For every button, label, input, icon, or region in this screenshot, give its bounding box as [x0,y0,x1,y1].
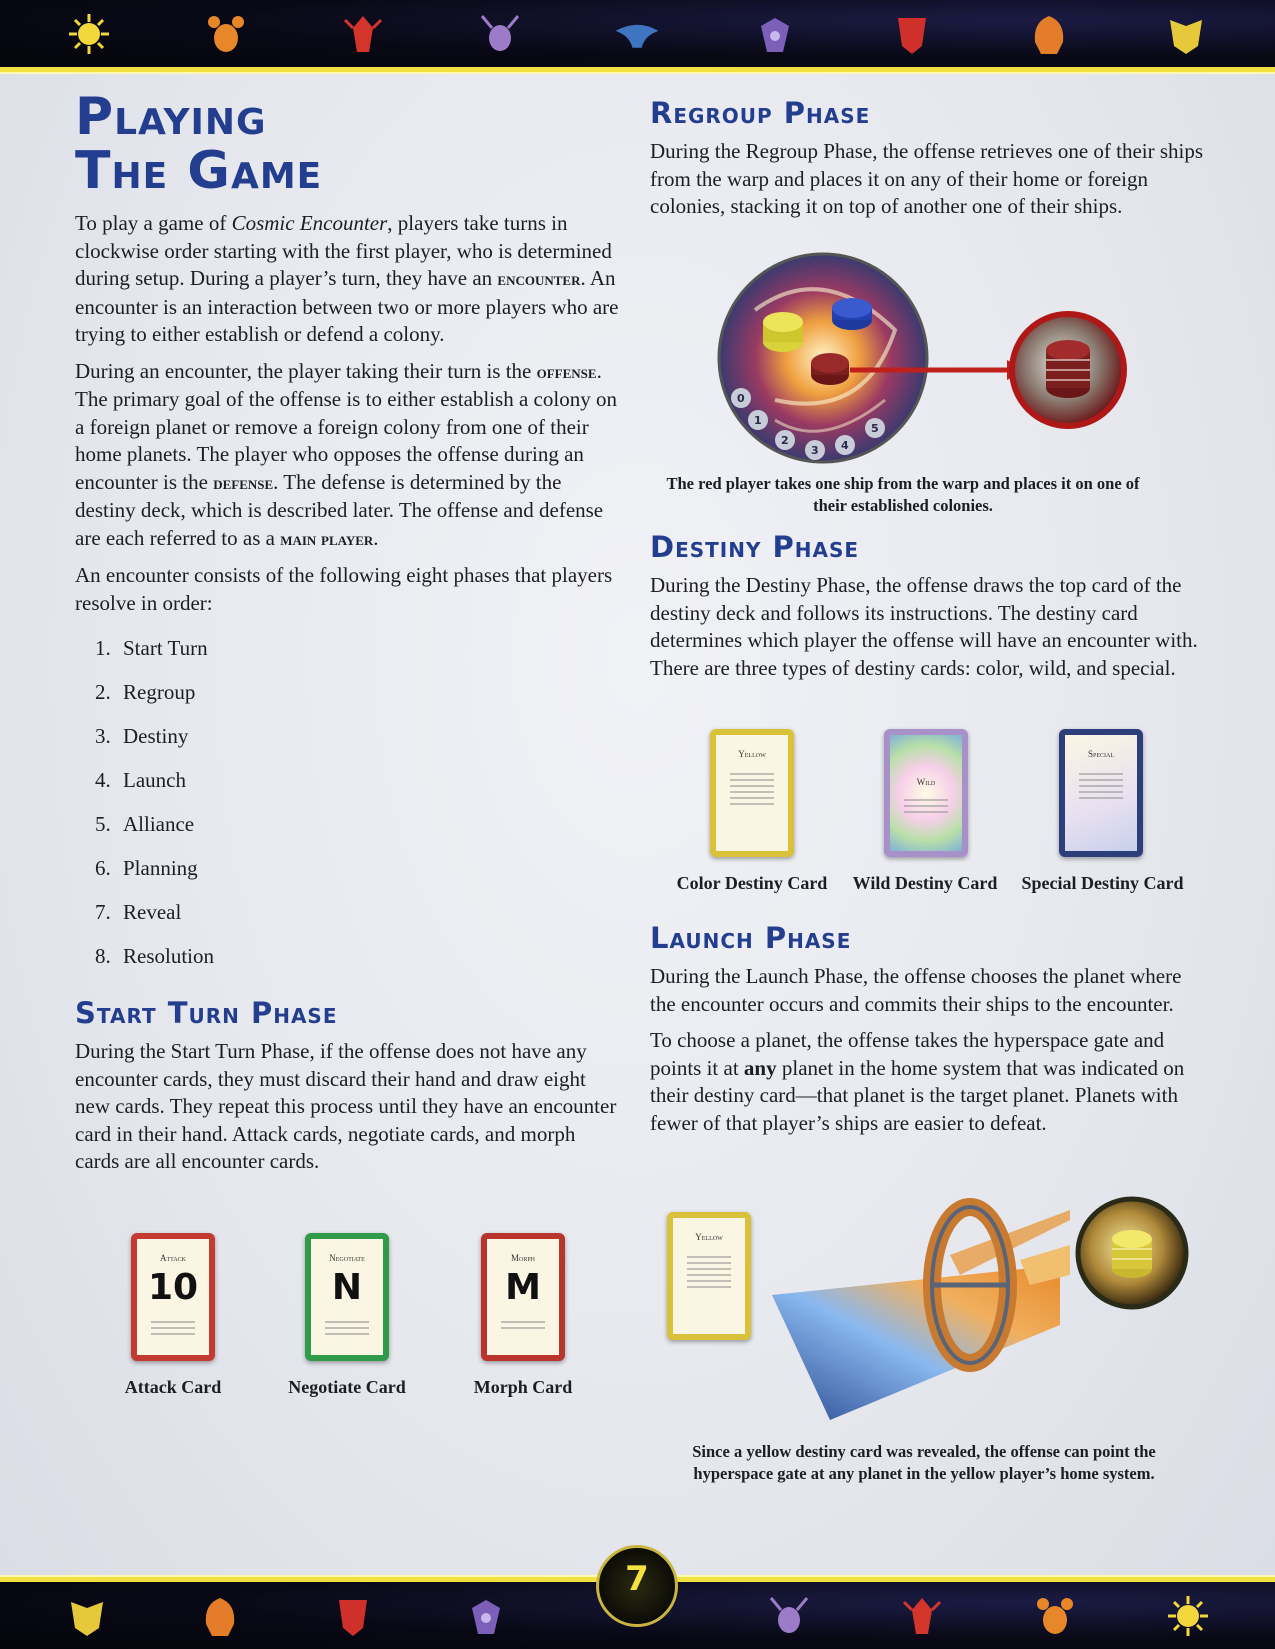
alien-crimson-icon [889,11,935,57]
list-item: 7. Reveal [95,900,182,924]
list-item: 2. Regroup [95,680,196,704]
list-item: 4. Launch [95,768,186,792]
alien-red-icon [899,1593,945,1639]
list-item: 1. Start Turn [95,636,208,660]
phase-list [75,626,620,978]
keyword-main-player: main player [280,528,374,550]
heading-destiny-phase: Destiny Phase [650,530,860,564]
regroup-caption: The red player takes one ship from the warp and places it on one of their established colonies. [666,474,1140,515]
alien-sun-icon [1165,1593,1211,1639]
morph-card-image: Morph M [481,1233,565,1361]
destiny-section [650,530,1205,691]
alien-blue-icon [614,11,660,57]
alien-gold-icon [1163,11,1209,57]
launch-paragraph-1: During the Launch Phase, the offense chooses the planet where the encounter occurs and commits their ships to the encounter. [650,964,1182,1016]
yellow-destiny-card-image: Yellow [667,1212,751,1340]
intro-paragraph-3: An encounter consists of the following eight phases that players resolve in order: [75,563,613,615]
special-destiny-card-image: Special [1059,729,1143,857]
color-destiny-card-image: Yellow [710,729,794,857]
warp-number-label: 5 [871,422,879,435]
color-destiny-card-label: Color Destiny Card [676,873,828,893]
alien-purple-icon [477,11,523,57]
heading-launch-phase: Launch Phase [650,921,852,955]
morph-card-label: Morph Card [473,1377,573,1397]
right-column [650,90,1205,230]
wild-destiny-card-image: Wild [884,729,968,857]
intro-paragraph-2: During an encounter, the player taking their turn is the offense. The primary goal of the offense is to either establish a colony on a foreign planet or remove a foreign colony from one of their home planets. The player who opposes the offense during an encounter is the defense. The defense is determined by the destiny deck, which is described later. The offense and defense are each referred to as a main player. [75,358,617,550]
list-item: 8. Resolution [95,944,215,968]
alien-gold-icon [64,1593,110,1639]
alien-purple-icon [766,1593,812,1639]
heading-regroup-phase: Regroup Phase [650,96,871,130]
launch-paragraph-2: To choose a planet, the offense takes the hyperspace gate and points it at any planet in the home system that was indicated on their destiny card—that planet is the target planet. Planets with fewer of that player’s ships are easier to defeat. [650,1028,1185,1135]
launch-caption: Since a yellow destiny card was revealed, the offense can point the hyperspace gate at any planet in the yellow player’s home system. [692,1442,1156,1483]
special-destiny-card-label: Special Destiny Card [1021,873,1184,893]
warp-number-label: 2 [781,434,789,447]
warp-number-label: 0 [737,392,745,405]
heading-start-turn-phase: Start Turn Phase [75,996,338,1030]
attack-card-label: Attack Card [124,1377,222,1397]
alien-crimson-icon [330,1593,376,1639]
destiny-paragraph: During the Destiny Phase, the offense draws the top card of the destiny deck and follows its instructions. The destiny card determines which player the offense will have an encounter with. There are three types of destiny cards: color, wild, and special. [650,573,1198,680]
list-item: 3. Destiny [95,724,189,748]
warp-number-label: 3 [811,444,819,457]
list-item: 6. Planning [95,856,198,880]
alien-violet-icon [463,1593,509,1639]
top-banner [0,0,1275,72]
launch-section [650,921,1205,1146]
warp-number-label: 4 [841,439,849,452]
hyperspace-gate-figure [770,1195,1195,1425]
warp-number-label: 1 [754,414,762,427]
warp-and-colony-illustration [715,250,1135,465]
game-title-emphasis: Cosmic Encounter [231,211,388,235]
alien-red-icon [340,11,386,57]
alien-amber-icon [197,1593,243,1639]
keyword-encounter: encounter [497,269,581,290]
start-turn-paragraph: During the Start Turn Phase, if the offense does not have any encounter cards, they must discard their hand and draw eight new cards. They repeat this process until they have an encounter card in their hand. Attack cards, negotiate cards, and morph cards are all encounter cards. [75,1039,617,1173]
hyperspace-gate-illustration [770,1195,1195,1425]
alien-orange-icon [203,11,249,57]
page-title: Playing The Game [75,87,323,201]
negotiate-card-label: Negotiate Card [288,1377,406,1397]
keyword-defense: defense [213,472,274,494]
alien-amber-icon [1026,11,1072,57]
regroup-figure [715,250,1135,465]
regroup-paragraph: During the Regroup Phase, the offense retrieves one of their ships from the warp and places it on any of their home or foreign colonies, stacking it on top of another one of their ships. [650,139,1204,218]
alien-orange-icon [1032,1593,1078,1639]
left-column [75,87,620,1185]
wild-destiny-card-label: Wild Destiny Card [852,873,998,893]
intro-paragraph-1: To play a game of Cosmic Encounter, players take turns in clockwise order starting with the first player, who is determined during setup. During a player’s turn, they have an encounter. An encounter is an interaction between two or more players who are trying to either establish or defend a colony. [75,211,619,346]
alien-violet-icon [752,11,798,57]
page-number: 7 [596,1545,678,1627]
attack-card-image: Attack 10 [131,1233,215,1361]
negotiate-card-image: Negotiate N [305,1233,389,1361]
list-item: 5. Alliance [95,812,195,836]
keyword-offense: offense [536,361,597,383]
alien-sun-icon [66,11,112,57]
emphasis-any: any [743,1055,777,1080]
